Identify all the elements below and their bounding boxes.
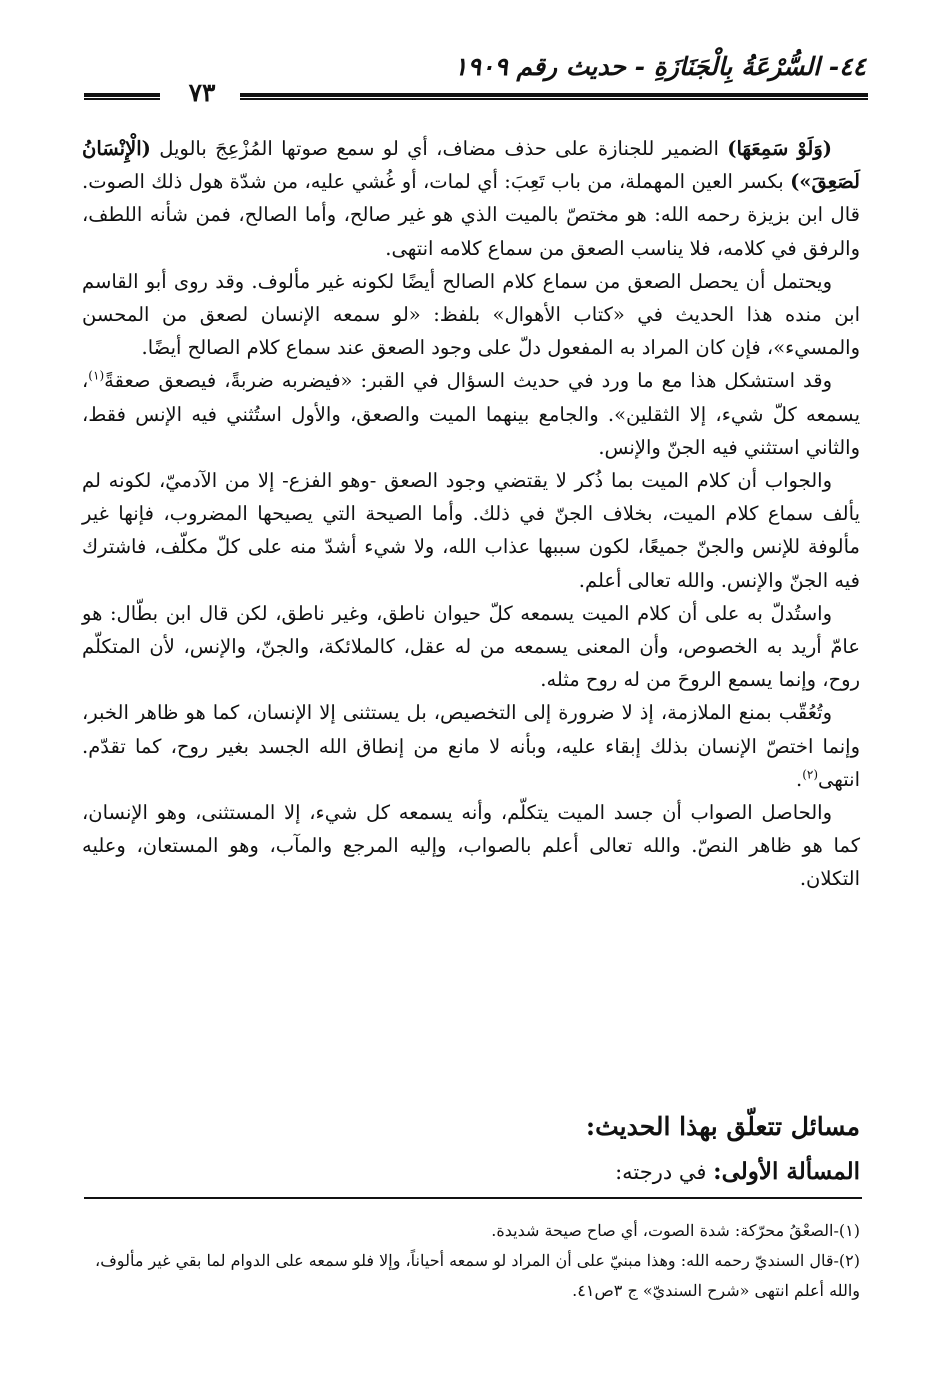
first-issue-text: في درجته: xyxy=(615,1160,714,1184)
footnote-2: (٢)-قال السنديّ رحمه الله: وهذا مبنيّ على أن المراد لو سمعه أحياناً، وإلا فلو سمعه على الدوام لما بقي غير مألوف، والله أعلم انتهى «شرح السنديّ» ج ٣ص٤١. xyxy=(95,1251,860,1300)
footnote-ref-1[interactable]: (١) xyxy=(88,368,105,383)
paragraph-6-text: وتُعُقّب بمنع الملازمة، إذ لا ضرورة إلى التخصيص، بل يستثنى إلا الإنسان، كما هو ظاهر الخبر، وإنما اختصّ الإنسان بذلك إبقاء عليه، وبأنه لا مانع من إنطاق الله الجسد بغير روح، كما تقدّم. انتهى xyxy=(82,701,860,791)
first-issue-label: المسألة الأولى: xyxy=(713,1158,860,1185)
paragraph-3-text: وقد استشكل هذا مع ما ورد في حديث السؤال في القبر: «فيضربه ضربةً، فيصعق صعقةً xyxy=(104,369,832,393)
paragraph-1 xyxy=(82,132,860,265)
paragraph-4: والجواب أن كلام الميت بما ذُكر لا يقتضي وجود الصعق -وهو الفزع- إلا من الآدميّ، لكونه لم يألف سماع كلام الميت، بخلاف الجنّ في ذلك. وأما الصيحة التي يصيحها المضروب، فإنها غير مألوفة للإنس والجنّ جميعًا، لكون سببها عذاب الله، ولا شيء أشدّ منه على كلّ مكلّف، فاشترك فيه الجنّ والإنس. والله تعالى أعلم. xyxy=(82,469,860,592)
paragraph-5: واستُدلّ به على أن كلام الميت يسمعه كلّ حيوان ناطق، وغير ناطق، لكن قال ابن بطّال: هو عامّ أريد به الخصوص، وأن المعنى يسمعه من له عقل، كالملائكة، والجنّ، والإنس، لأن المتكلّم روح، وإنما يسمع الروحَ من له روح مثله. xyxy=(82,601,860,692)
page-number: ٧٣ xyxy=(188,78,216,107)
paragraph-3 xyxy=(82,364,860,464)
footnote-ref-2[interactable]: (٢) xyxy=(802,767,819,782)
paragraph-1-text: الضمير للجنازة على حذف مضاف، أي لو سمع صوتها المُزْعِجَ بالويل xyxy=(150,137,728,160)
paragraph-6-text: . xyxy=(795,767,803,791)
quoted-phrase: (الْإِنْسَانُ لَصَعِقَ») xyxy=(82,137,860,194)
header-rule-left xyxy=(84,93,160,100)
quoted-phrase: (وَلَوْ سَمِعَهَا) xyxy=(727,137,832,160)
footnote-separator xyxy=(84,1197,862,1199)
paragraph-6 xyxy=(82,696,860,796)
paragraph-1-text: بكسر العين المهملة، من باب تَعِبَ: أي لمات، أو غُشي عليه، من شدّة هول ذلك الصوت. قال ابن بزيزة رحمه الله: هو مختصّ بالميت الذي هو غير صالح، وأما الصالح، فمن شأنه اللطف، والرفق في كلامه، فلا يناسب الصعق من سماع كلامه انتهى. xyxy=(82,170,860,260)
first-issue-line xyxy=(615,1158,860,1185)
footnotes xyxy=(82,1216,860,1306)
body-text xyxy=(82,132,860,896)
paragraph-3-text: ، يسمعه كلّ شيء، إلا الثقلين». والجامع بينهما الميت والصعق، والأول استُثني فيه الإنس فقط، والثاني استثني فيه الجنّ والإنس. xyxy=(82,369,860,459)
header-rule-right xyxy=(240,93,868,100)
section-heading: مسائل تتعلّق بهذا الحديث: xyxy=(585,1112,860,1141)
running-title: ٤٤- السُّرْعَةُ بِالْجَنَازَةِ - حديث رقم ١٩٠٩ xyxy=(454,52,866,81)
paragraph-2: ويحتمل أن يحصل الصعق من سماع كلام الصالح أيضًا لكونه غير مألوف. وقد روى أبو القاسم ابن منده هذا الحديث في «كتاب الأهوال» بلفظ: «لو سمعه الإنسان لصعق من المحسن والمسيء»، فإن كان المراد به المفعول دلّ على وجود الصعق عند سماع كلام الصالح أيضًا. xyxy=(82,269,860,360)
paragraph-7: والحاصل الصواب أن جسد الميت يتكلّم، وأنه يسمعه كل شيء، إلا المستثنى، وهو الإنسان، كما هو ظاهر النصّ. والله تعالى أعلم بالصواب، وإليه المرجع والمآب، وهو المستعان، وعليه التكلان. xyxy=(82,801,860,891)
footnote-1: (١)-الصعْقُ محرّكة: شدة الصوت، أي صاح صيحة شديدة. xyxy=(491,1221,860,1240)
